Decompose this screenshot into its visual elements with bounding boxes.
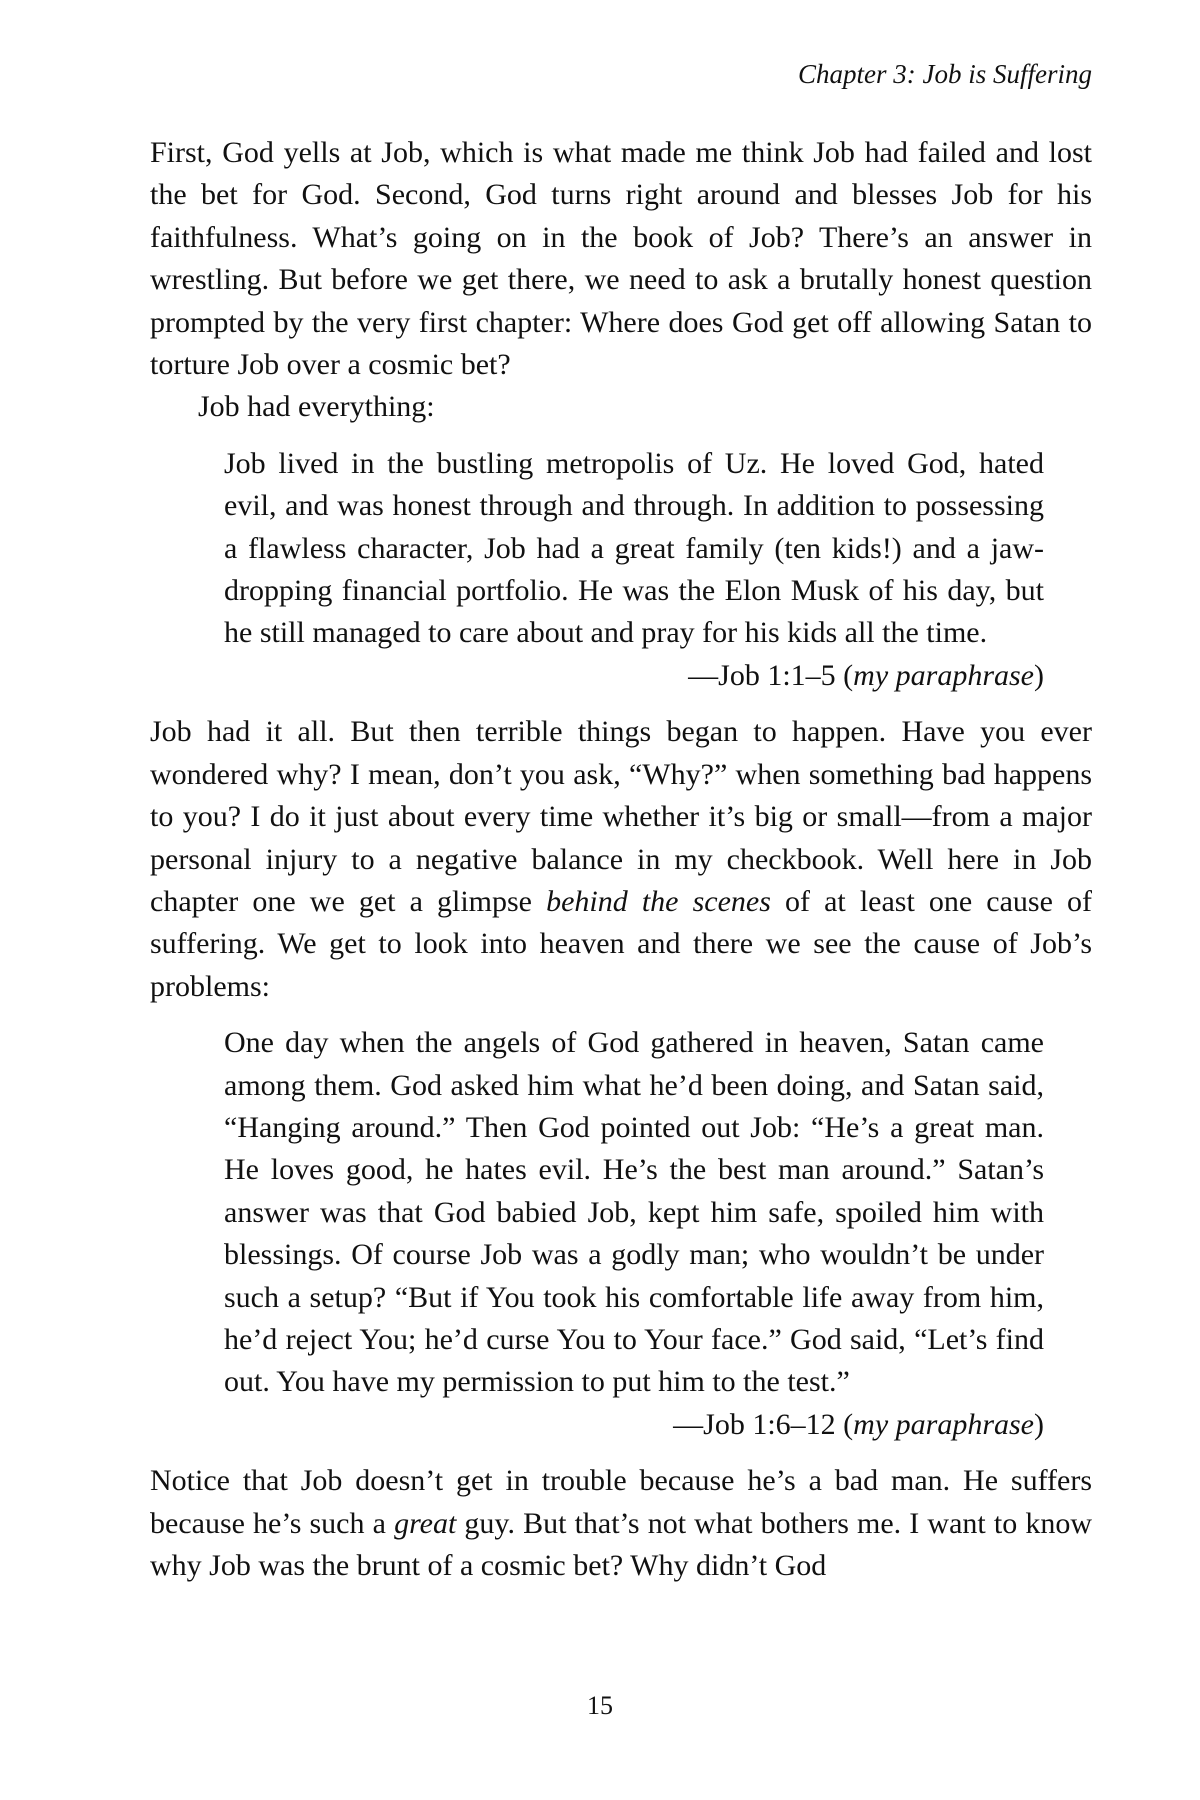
quote-2-ref-italic: my paraphrase [853,1407,1034,1441]
paragraph-2: Job had everything: [198,390,435,424]
paragraph-3-italic: behind the scenes [546,884,771,918]
block-quote-1 [150,443,1092,697]
page-number: 15 [587,1691,613,1720]
paragraph-4-italic: great [394,1506,457,1540]
quote-1-ref: —Job 1:1–5 ( [688,658,854,692]
quote-1-ref-italic: my paraphrase [853,658,1034,692]
quote-1-text: Job lived in the bustling metropolis of Uz. He loved God, hated evil, and was honest through and through. In addition to possessing a flawless character, Job had a great family (ten kids!) and a jaw-dropping financial portfolio. He was the Elon Musk of his day, but he still managed to care about and pray for his kids all the time. [224,446,1044,650]
quote-1-attribution [224,655,1044,697]
paragraph-4-part-2: guy. But that’s not what bothers me. I want to know why Job was the brunt of a cosmic bet? Why didn’t God [150,1506,1092,1582]
quote-2-text: One day when the angels of God gathered in heaven, Satan came among them. God asked him what he’d been doing, and Satan said, “Hanging around.” Then God pointed out Job: “He’s a great man. He loves good, he hates evil. He’s the best man around.” Satan’s answer was that God babied Job, kept him safe, spoiled him with blessings. Of course Job was a godly man; who wouldn’t be under such a setup? “But if You took his comfortable life away from him, he’d reject You; he’d curse You to Your face.” God said, “Let’s find out. You have my permission to put him to the test.” [224,1026,1044,1399]
paragraph-4-part-1: Notice that Job doesn’t get in trouble because he’s a bad man. He suffers because he’s such a [150,1464,1092,1540]
body-text [150,132,1092,1587]
block-quote-2 [150,1022,1092,1446]
paragraph-3-part-1: Job had it all. But then terrible things began to happen. Have you ever wondered why? I mean, don’t you ask, “Why?” when something bad happens to you? I do it just about every time whether it’s big or small—from a major personal injury to a negative balance in my checkbook. Well here in Job chapter one we get a glimpse [150,715,1092,918]
quote-2-attribution [224,1404,1044,1446]
quote-1-ref-close: ) [1034,658,1044,692]
paragraph-1: First, God yells at Job, which is what made me think Job had failed and lost the bet for God. Second, God turns right around and blesses Job for his faithfulness. What’s going on in the book of Job? There’s an answer in wrestling. But before we get there, we need to ask a brutally honest question prompted by the very first chapter: Where does God get off allowing Satan to torture Job over a cosmic bet? [150,136,1092,382]
paragraph-3-part-2: of at least one cause of suffering. We get to look into heaven and there we see the cause of Job’s problems: [150,884,1092,1003]
running-header: Chapter 3: Job is Suffering [798,59,1092,89]
quote-2-ref-close: ) [1034,1407,1044,1441]
quote-2-ref: —Job 1:6–12 ( [673,1407,854,1441]
paragraph-4 [150,1460,1092,1587]
paragraph-3 [150,711,1092,1008]
